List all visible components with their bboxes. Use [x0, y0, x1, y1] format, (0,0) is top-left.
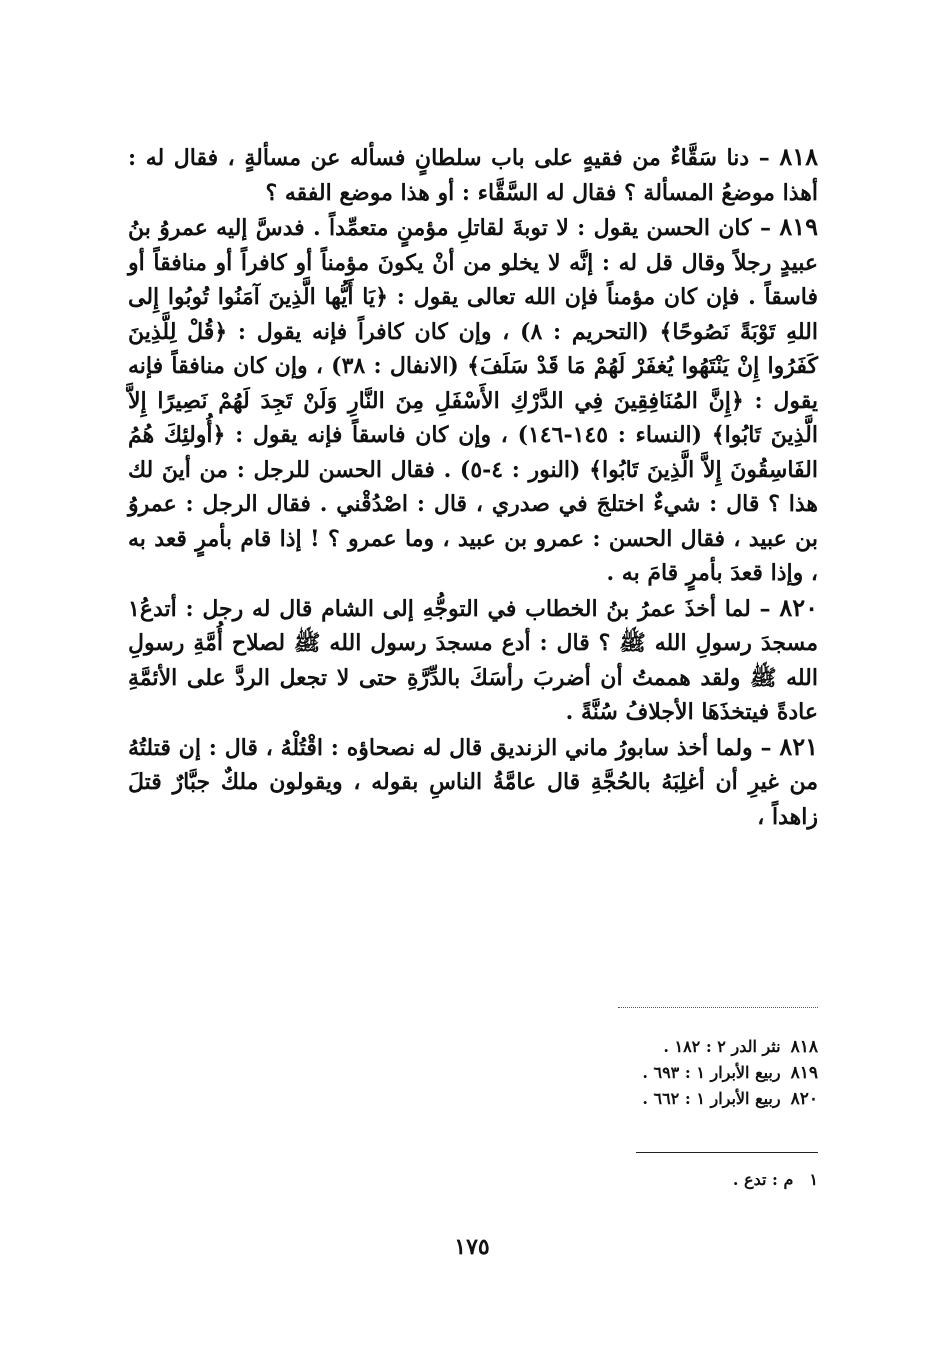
paragraph-818 — [128, 140, 818, 210]
paragraph-821 — [128, 730, 818, 835]
paragraph-819 — [128, 210, 818, 591]
page-number: ١٧٥ — [454, 1234, 490, 1260]
paragraph-text: – كان الحسن يقول : لا توبةَ لقاتلِ مؤمنٍ متعمِّداً . فدسَّ إليه عمروُ بنُ عبيدٍ رجلاً وقال قل له : إنَّه لا يخلو من أنْ يكونَ مؤمناً أو كافراً أو منافقاً أو فاسقاً . فإن كان مؤمناً فإن الله تعالى يقول : ﴿يَا أَيُّها الَّذِينَ آمَنُوا تُوبُوا إِلى اللهِ تَوْبَةً نَصُوحًا﴾ (التحريم : ٨) ، وإن كان كافراً فإنه يقول : ﴿قُلْ لِلَّذِينَ كَفَرُوا إِنْ يَنْتَهُوا يُغفَرْ لَهُمْ مَا قَدْ سَلَفَ﴾ (الانفال : ٣٨) ، وإن كان منافقاً فإنه يقول : ﴿إِنَّ المُنَافِقِينَ فِي الدَّرْكِ الأَسْفَلِ مِنَ النَّارِ وَلَنْ تَجِدَ لَهُمْ نَصِيرًا إِلاَّ الَّذِينَ تَابُوا﴾ (النساء : ١٤٥-١٤٦) ، وإن كان فاسقاً فإنه يقول : ﴿أُولئِكَ هُمُ الفَاسِقُونَ إِلاَّ الَّذِينَ تَابُوا﴾ (النور : ٤-٥) . فقال الحسن للرجل : من أينَ لك هذا ؟ قال : شيءٌ اختلجَ في صدري ، قال : اصْدُقْني . فقال الرجل : عمروُ بن عبيد ، فقال الحسن : عمرو بن عبيد ، وما عمرو ؟ ! إذا قام بأمرٍ قعد به ، وإذا قعدَ بأمرٍ قامَ به . — [128, 215, 818, 586]
source-item — [398, 1060, 818, 1086]
source-number: ٨٢٠ — [790, 1089, 818, 1109]
paragraph-number: ٨٢١ — [779, 731, 818, 761]
source-text: نثر الدر ٢ : ١٨٢ . — [663, 1037, 781, 1056]
source-item — [398, 1034, 818, 1060]
paragraph-820 — [128, 591, 818, 730]
sources-list — [398, 1034, 818, 1112]
paragraph-number: ٨٢٠ — [779, 592, 818, 622]
paragraph-text: – ولما أخذ سابورُ ماني الزنديق قال له نصحاؤه : اقْتُلْهُ ، قال : إن قتلتُهُ من غيرِ أن أغلِبَهُ بالحُجَّةِ قال عامَّةُ الناسِ بقوله ، ويقولون ملكٌ جبَّارٌ قتلَ زاهداً ، — [128, 734, 818, 830]
footnote-number: ١ — [809, 1170, 818, 1189]
main-text — [128, 140, 818, 834]
source-number: ٨١٨ — [790, 1037, 818, 1057]
source-item — [398, 1086, 818, 1112]
paragraph-number: ٨١٨ — [779, 142, 818, 171]
footnote-divider — [636, 1152, 818, 1153]
footnote-text: م : تدع . — [732, 1170, 794, 1189]
source-number: ٨١٩ — [790, 1063, 818, 1083]
source-text: ربيع الأبرار ١ : ٦٩٣ . — [642, 1063, 781, 1082]
footnotes — [518, 1167, 818, 1193]
paragraph-text: – لما أخذَ عمرُ بنُ الخطاب في التوجُّهِ إلى الشام قال له رجل : أتدعُ١ مسجدَ رسولِ الله ﷺ ؟ قال : أدع مسجدَ رسول الله ﷺ لصلاح أُمَّةِ رسولِ الله ﷺ ولقد هممتُ أن أضربَ رأسَكَ بالدِّرَّةِ حتى لا تجعل الردَّ على الأئمَّةِ عادةً فيتخذَهَا الأجلافُ سُنَّةً . — [128, 595, 818, 725]
footnote-item — [518, 1167, 818, 1193]
source-text: ربيع الأبرار ١ : ٦٦٢ . — [642, 1089, 781, 1108]
paragraph-text: – دنا سَقَّاءٌ من فقيهٍ على باب سلطانٍ فسأله عن مسألةٍ ، فقال له : أهذا موضعُ المسألة ؟ فقال له السَّقَّاء : أو هذا موضع الفقه ؟ — [128, 145, 818, 206]
paragraph-number: ٨١٩ — [779, 212, 818, 241]
sources-divider — [618, 1007, 818, 1008]
